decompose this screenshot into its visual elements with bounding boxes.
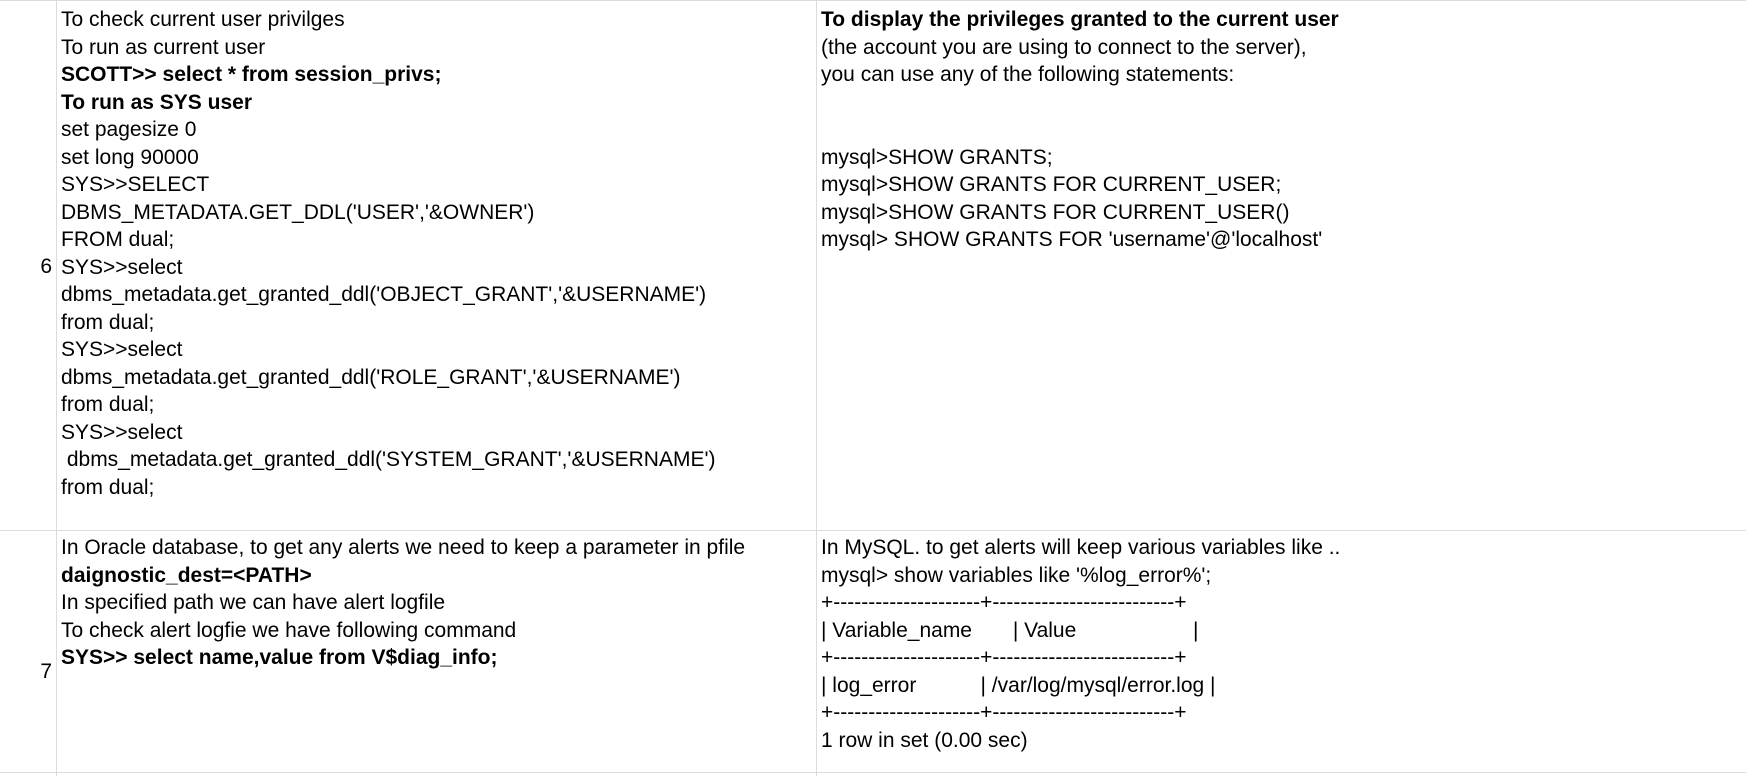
row-number-7[interactable]: 7: [40, 660, 52, 683]
cell-text-line: To run as current user: [61, 35, 266, 59]
cell-text-line: FROM dual;: [61, 228, 175, 251]
cell-text-line: SYS>>select: [61, 338, 183, 361]
row-number-6[interactable]: 6: [40, 255, 52, 278]
cell-text-line: SYS>>select: [61, 420, 183, 444]
cell-text-line: To check alert logfie we have following command: [61, 618, 517, 642]
cell-text-line: +---------------------+--------------------------+: [821, 701, 1187, 724]
column-divider-rownum: [56, 0, 57, 776]
cell-text-line: | log_error | /var/log/mysql/error.log |: [821, 673, 1216, 697]
cell-text-line: | Variable_name | Value |: [821, 618, 1199, 642]
cell-text-line: [821, 89, 1741, 117]
cell-text-line: 1 row in set (0.00 sec): [821, 728, 1028, 752]
row-divider-bottom: [0, 772, 1746, 773]
cell-text-line: dbms_metadata.get_granted_ddl('SYSTEM_GRANT','&USERNAME'): [61, 448, 716, 471]
cell-row7-oracle[interactable]: [61, 534, 811, 672]
cell-text-line: (the account you are using to connect to the server),: [821, 35, 1307, 59]
cell-text-line: SYS>> select name,value from V$diag_info;: [61, 646, 498, 669]
cell-text-line: DBMS_METADATA.GET_DDL('USER','&OWNER'): [61, 200, 535, 224]
cell-text-line: SYS>>select: [61, 255, 183, 279]
cell-text-line: set long 90000: [61, 145, 199, 169]
cell-text-line: dbms_metadata.get_granted_ddl('ROLE_GRANT','&USERNAME'): [61, 365, 681, 389]
cell-text-line: To check current user privilges: [61, 8, 345, 31]
cell-text-line: mysql>SHOW GRANTS FOR CURRENT_USER;: [821, 173, 1282, 196]
cell-text-line: To display the privileges granted to the current user: [821, 8, 1339, 31]
cell-text-line: dbms_metadata.get_granted_ddl('OBJECT_GRANT','&USERNAME'): [61, 283, 707, 306]
cell-text-line: set pagesize 0: [61, 118, 197, 141]
cell-text-line: +---------------------+--------------------------+: [821, 591, 1187, 614]
cell-text-line: mysql> show variables like '%log_error%';: [821, 563, 1212, 587]
cell-text-line: To run as SYS user: [61, 90, 252, 114]
cell-row6-mysql[interactable]: [821, 6, 1741, 254]
cell-text-line: from dual;: [61, 475, 155, 499]
cell-row7-mysql[interactable]: [821, 534, 1741, 754]
cell-text-line: SCOTT>> select * from session_privs;: [61, 63, 442, 86]
cell-text-line: mysql>SHOW GRANTS FOR CURRENT_USER(): [821, 200, 1290, 224]
cell-text-line: +---------------------+--------------------------+: [821, 646, 1187, 669]
cell-text-line: you can use any of the following statements:: [821, 63, 1235, 86]
cell-text-line: In MySQL. to get alerts will keep various variables like ..: [821, 536, 1341, 559]
cell-text-line: In specified path we can have alert logfile: [61, 591, 446, 614]
row-divider-6-7: [0, 530, 1746, 531]
cell-text-line: from dual;: [61, 393, 155, 416]
cell-text-line: [821, 116, 1741, 144]
cell-row6-oracle[interactable]: [61, 6, 811, 501]
column-divider-middle: [816, 0, 817, 776]
row-divider-top: [0, 0, 1746, 1]
cell-text-line: from dual;: [61, 310, 155, 334]
cell-text-line: SYS>>SELECT: [61, 173, 210, 196]
cell-text-line: In Oracle database, to get any alerts we need to keep a parameter in pfile: [61, 536, 746, 559]
cell-text-line: mysql> SHOW GRANTS FOR 'username'@'localhost': [821, 228, 1323, 251]
cell-text-line: mysql>SHOW GRANTS;: [821, 145, 1053, 169]
cell-text-line: daignostic_dest=<PATH>: [61, 563, 312, 587]
